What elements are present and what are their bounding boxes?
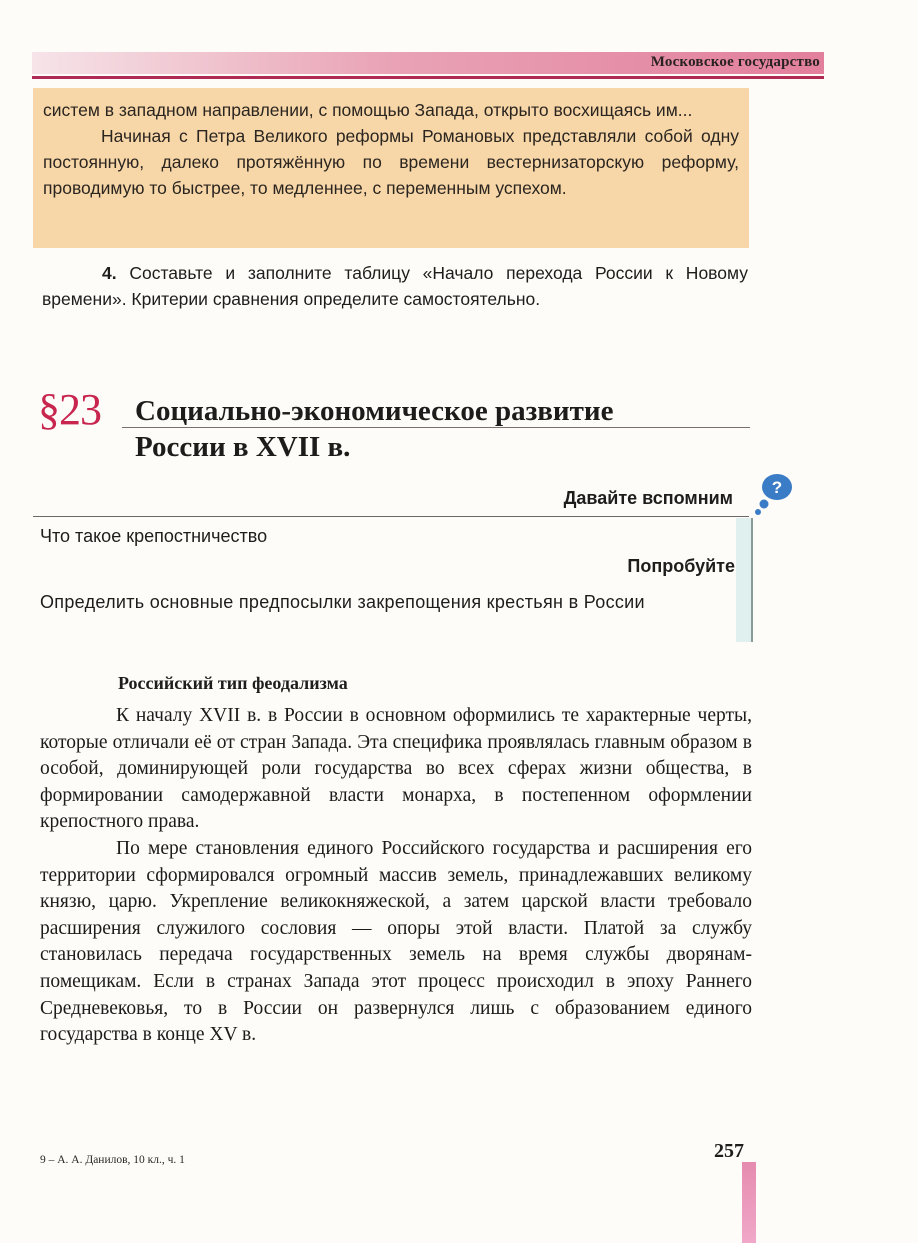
try-text: Определить основные предпосылки закрепощения крестьян в России [40, 592, 645, 612]
page-edge-tab [742, 1162, 756, 1243]
quote-paragraph-1: систем в западном направлении, с помощью Запада, открыто восхищаясь им... [43, 100, 693, 120]
try-heading: Попробуйте [627, 556, 735, 576]
article-body [40, 703, 752, 1049]
page-number: 257 [714, 1140, 744, 1162]
article-subheading: Российский тип феодализма [118, 673, 348, 693]
article-paragraph-1: К началу XVII в. в России в основном оформились те характерные черты, которые отличали её от стран Запада. Эта специфика проявлялась главным образом в особой, доминирующей роли государства во всех сферах жизни общества, в формировании самодержавной власти монарха, в постепенном оформлении крепостного права. [40, 705, 752, 833]
task-number: 4. [102, 263, 117, 283]
section-title [135, 393, 735, 465]
recall-side-panel [736, 518, 753, 642]
quote-box [33, 88, 749, 248]
quote-paragraph-2: Начиная с Петра Великого реформы Романовых представляли собой одну постоянную, далеко протяжённую по времени вестернизаторскую реформу, проводимую то быстрее, то медленнее, с переменным успехом. [43, 126, 739, 198]
article-paragraph-2: По мере становления единого Российского государства и расширения его территории сформировался огромный массив земель, принадлежавших великому князю, царю. Укрепление великокняжеской, а затем царской власти требовало расширения служилого сословия — опоры этой власти. Платой за службу становилась передача государственных земель на время службы дворянам-помещикам. Если в странах Запада этот процесс происходил в эпоху Раннего Средневековья, то в России он развернулся лишь с образованием единого государства в конце XV в. [40, 837, 752, 1046]
svg-text:?: ? [771, 478, 783, 497]
task-4 [42, 260, 748, 312]
header-divider [32, 76, 824, 79]
section-title-line-2: России в XVII в. [135, 431, 351, 463]
footer-signature: 9 – А. А. Данилов, 10 кл., ч. 1 [40, 1154, 185, 1166]
running-title: Московское государство [650, 54, 820, 70]
question-bubble-icon [753, 472, 793, 518]
recall-heading: Давайте вспомним [563, 488, 733, 508]
recall-divider [33, 516, 749, 517]
section-number: §23 [38, 385, 101, 434]
section-title-rule [122, 427, 750, 428]
section-title-line-1: Социально-экономическое развитие [135, 395, 614, 427]
recall-question: Что такое крепостничество [40, 526, 268, 546]
task-text: Составьте и заполните таблицу «Начало перехода России к Новому времени». Критерии сравнения определите самостоятельно. [42, 263, 748, 309]
running-header [32, 52, 824, 74]
